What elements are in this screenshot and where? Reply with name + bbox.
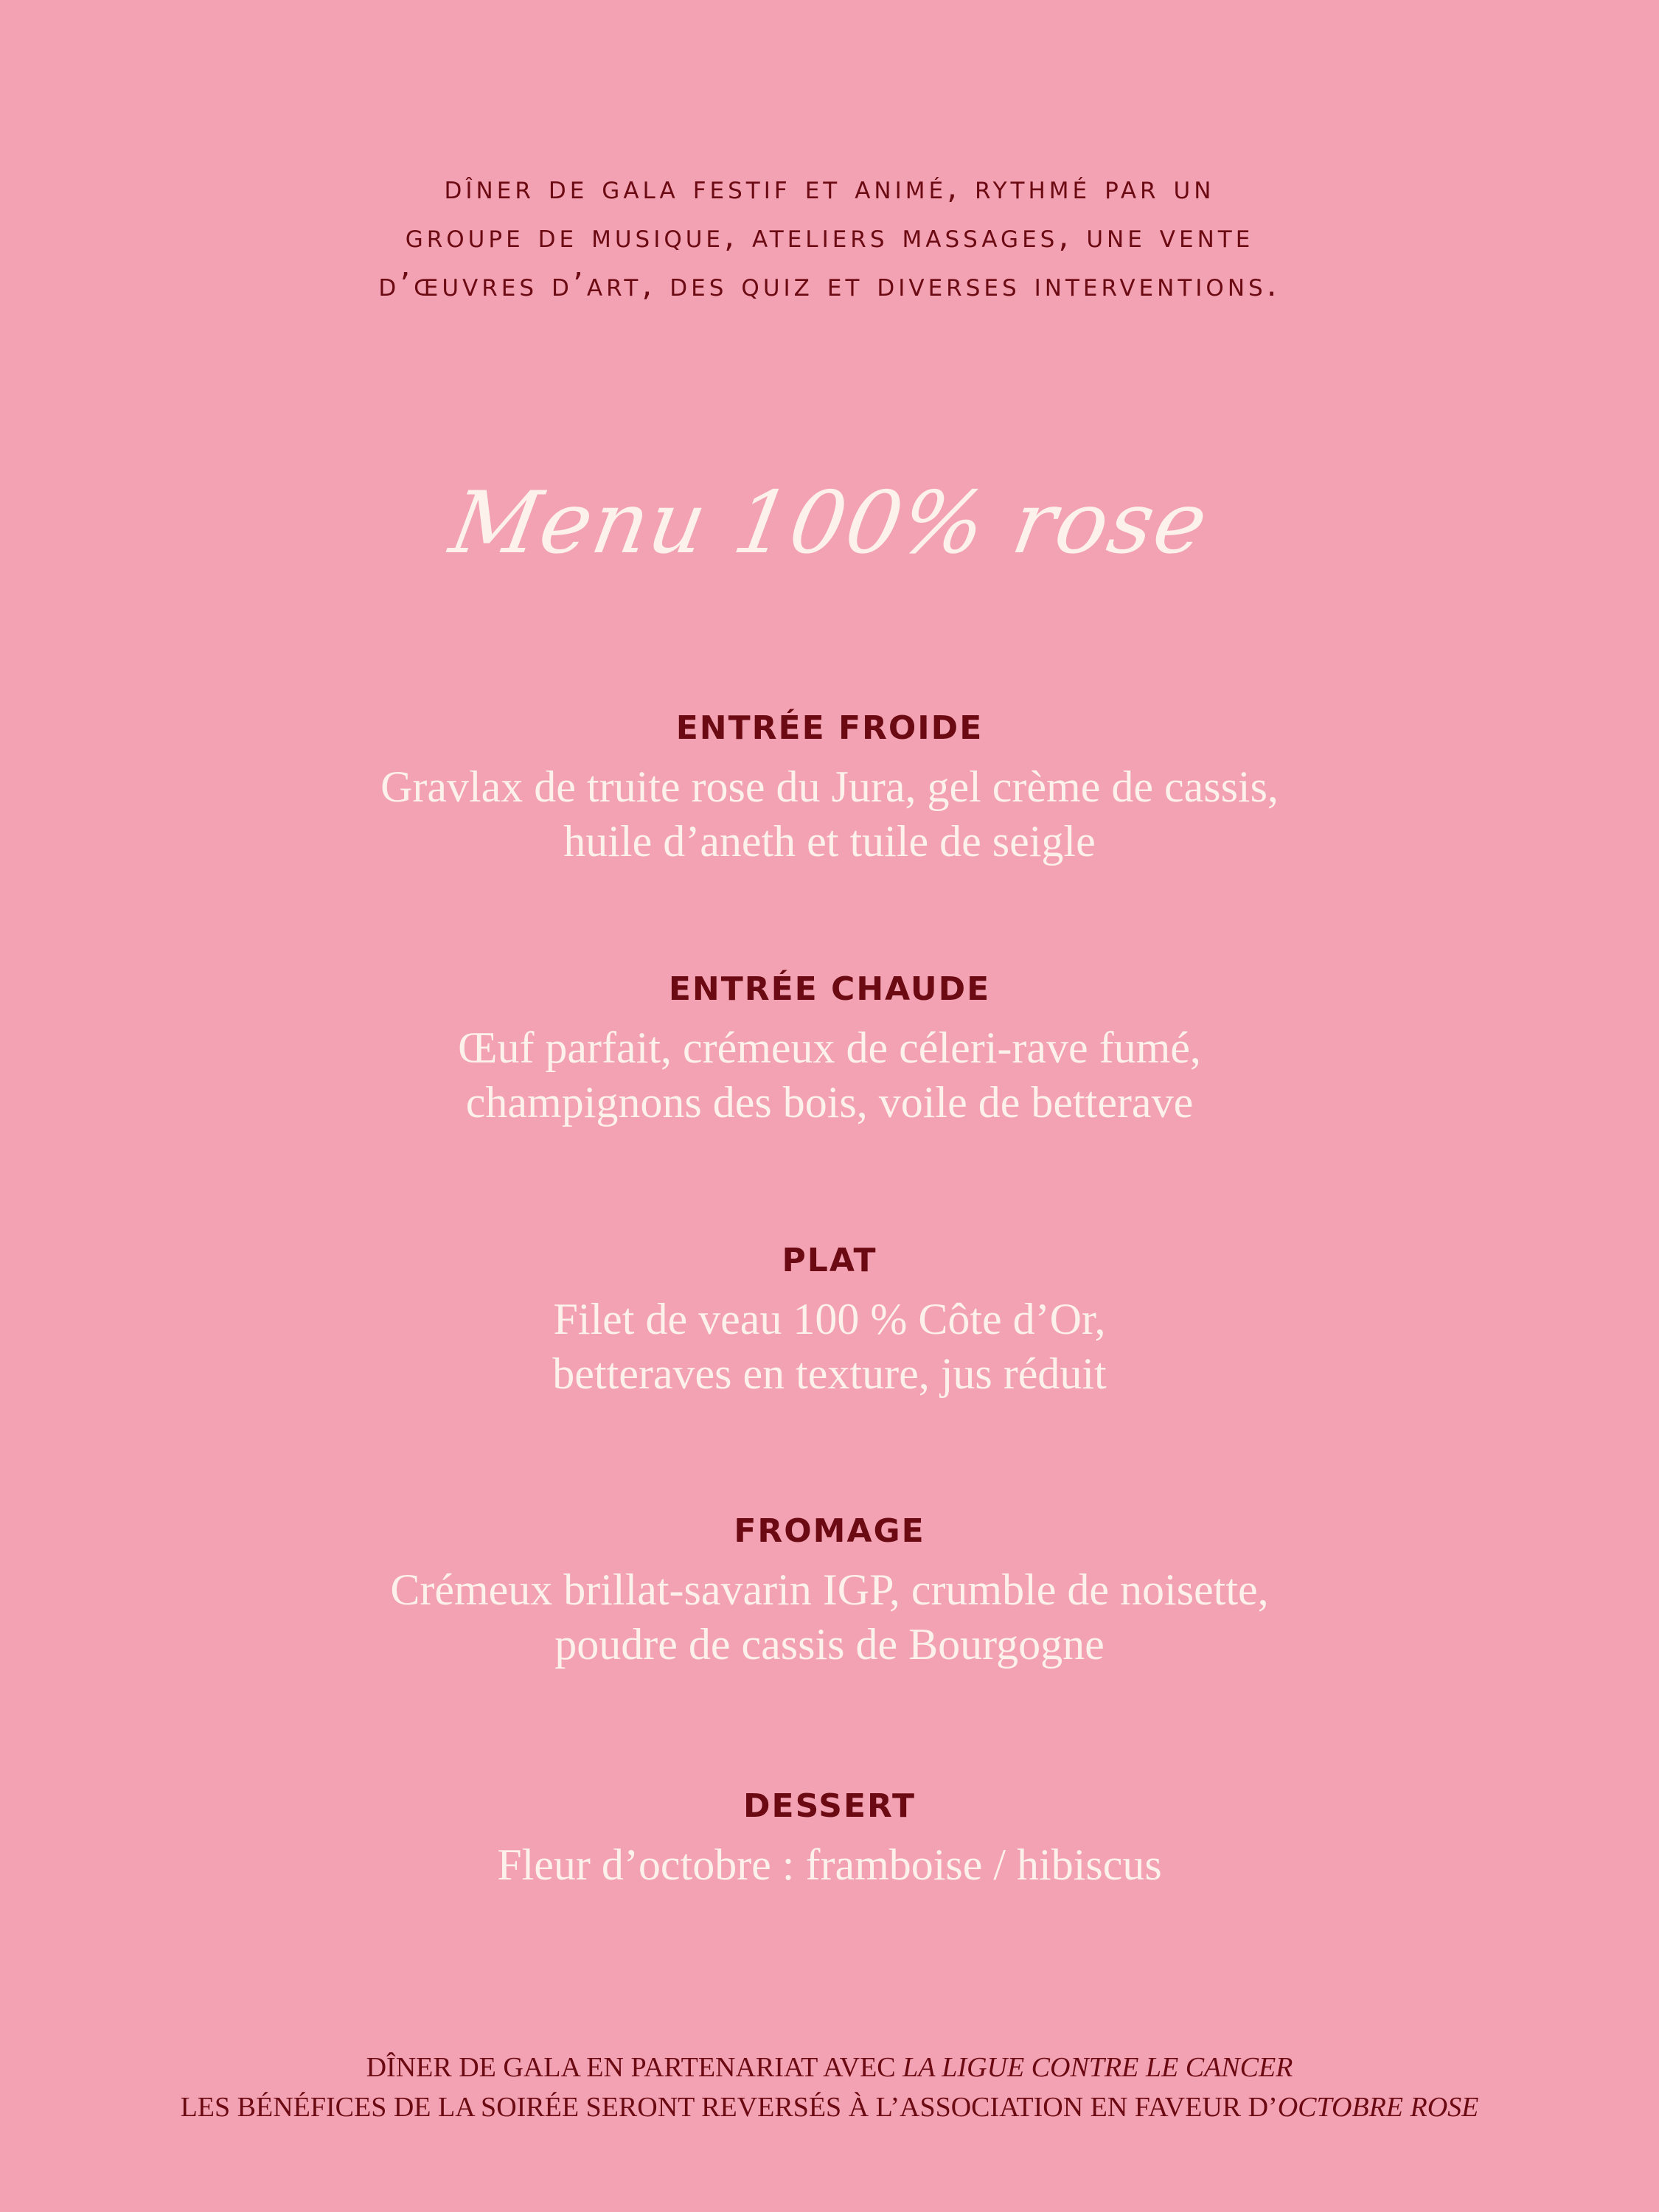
course-entree-chaude [0,967,1659,1130]
course-desc-line: huile d’aneth et tuile de seigle [563,817,1096,866]
footer-line-1 [0,2048,1659,2087]
intro-line-2: groupe de musique, ateliers massages, une vente [405,218,1254,255]
menu-title: Menu 100% rose [443,473,1216,573]
event-intro [0,164,1659,310]
footer-line-1-text: DÎNER DE GALA EN PARTENARIAT AVEC [366,2052,903,2083]
course-label: DESSERT [743,1787,916,1825]
course-dessert [0,1784,1659,1892]
campaign-name: OCTOBRE ROSE [1277,2092,1479,2123]
course-desc-line: betteraves en texture, jus réduit [552,1349,1107,1398]
course-label: ENTRÉE CHAUDE [668,970,991,1008]
course-entree-froide [0,706,1659,869]
course-desc-line: Crémeux brillat-savarin IGP, crumble de noisette, [390,1565,1269,1614]
footer-line-2 [0,2087,1659,2127]
course-description [0,1020,1659,1130]
intro-line-3: d’œuvres d’art, des quiz et diverses interventions. [378,266,1281,304]
course-desc-line: poudre de cassis de Bourgogne [554,1620,1105,1669]
course-fromage [0,1509,1659,1672]
course-plat [0,1239,1659,1401]
footer-line-2-text: LES BÉNÉFICES DE LA SOIRÉE SERONT REVERSÉS À L’ASSOCIATION EN FAVEUR D’ [180,2092,1278,2123]
course-description [0,1562,1659,1672]
course-description [0,1837,1659,1892]
partner-name: LA LIGUE CONTRE LE CANCER [902,2052,1293,2083]
intro-line-1: dîner de gala festif et animé, rythmé par un [444,169,1215,206]
course-desc-line: Filet de veau 100 % Côte d’Or, [553,1295,1106,1343]
course-desc-line: champignons des bois, voile de betterave [465,1078,1194,1127]
course-description [0,1292,1659,1401]
course-description [0,759,1659,869]
course-desc-line: Œuf parfait, crémeux de céleri-rave fumé, [458,1023,1201,1072]
course-label: PLAT [782,1242,877,1279]
course-desc-line: Fleur d’octobre : framboise / hibiscus [497,1840,1162,1889]
course-label: ENTRÉE FROIDE [675,709,984,747]
footer-note [0,2048,1659,2127]
course-desc-line: Gravlax de truite rose du Jura, gel crème de cassis, [380,762,1279,811]
course-label: FROMAGE [734,1512,925,1550]
